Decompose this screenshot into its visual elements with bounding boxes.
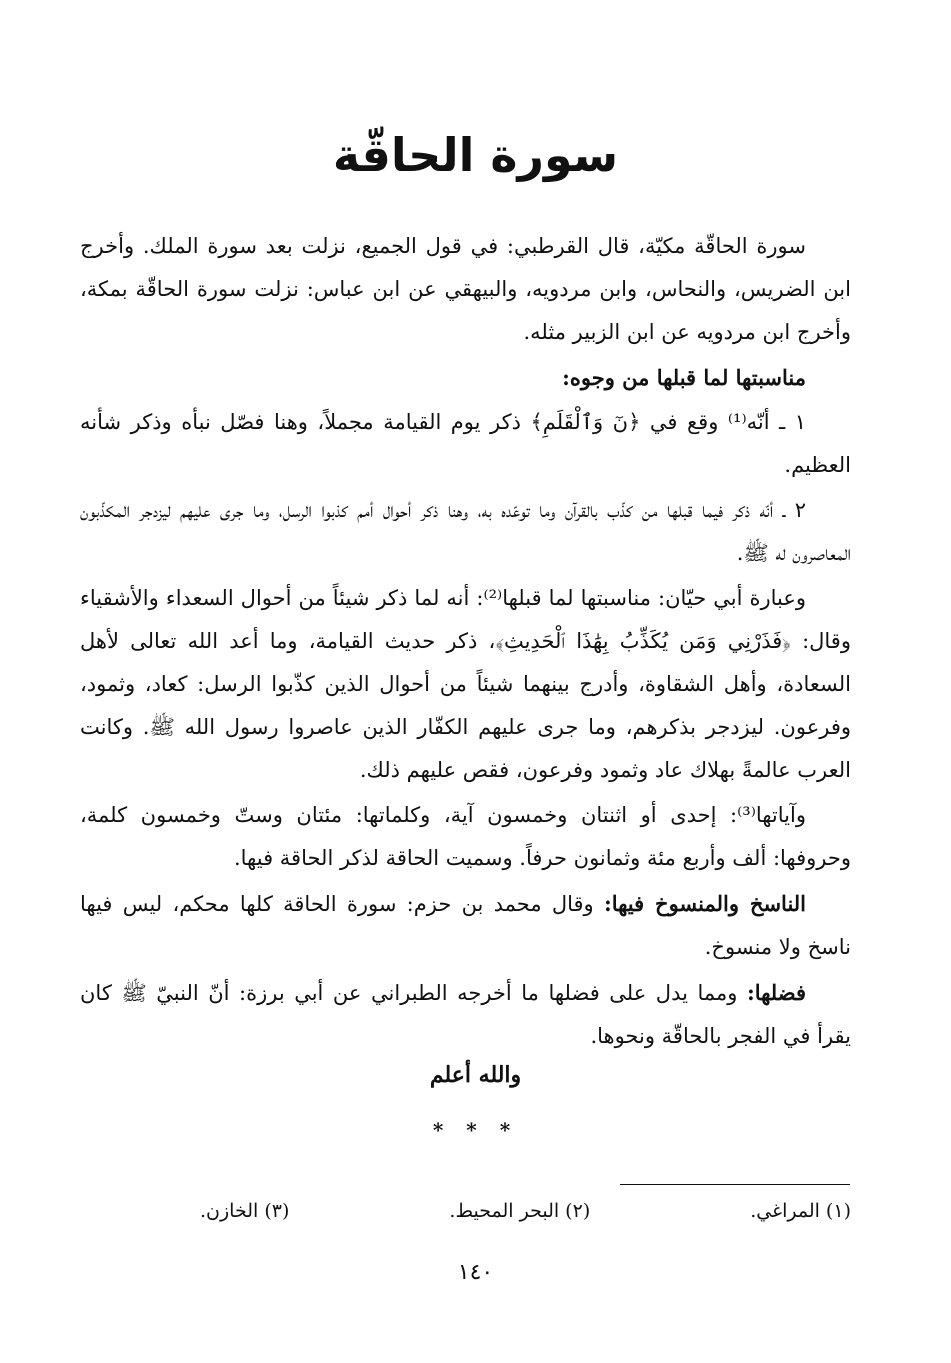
surah-title: سورة الحاقّة [332, 128, 619, 182]
footnote-1: (١) المراغي. [750, 1200, 851, 1222]
footnote-3: (٣) الخازن. [200, 1200, 290, 1222]
fadl-paragraph [80, 971, 851, 1058]
intro-paragraph: سورة الحاقّة مكيّة، قال القرطبي: في قول الجميع، نزلت بعد سورة الملك. وأخرج ابن الضريس، والنحاس، وابن مردويه، والبيهقي عن ابن عباس: نزلت سورة الحاقّة بمكة، وأخرج ابن مردويه عن ابن الزبير مثله. [80, 234, 851, 344]
nasikh-paragraph [80, 882, 851, 969]
munasaba-heading: مناسبتها لما قبلها من وجوه: [562, 365, 806, 390]
verses-count-paragraph: وآياتها⁽³⁾: إحدى أو اثنتان وخمسون آية، وكلماتها: مئتان وستّ وخمسون كلمة، وحروفها: ألف وأربع مئة وثمانون حرفاً. وسميت الحاقة لذكر الحاقة فيها. [80, 803, 851, 870]
page-number: ١٤٠ [457, 1260, 494, 1285]
fadl-text: ومما يدل على فضلها ما أخرجه الطبراني عن أبي برزة: أنّ النبيّ ﷺ كان يقرأ في الفجر بالحاقّة ونحوها. [80, 981, 851, 1048]
body-text [80, 225, 851, 1060]
closing-phrase: والله أعلم [429, 1062, 522, 1088]
nasikh-label: الناسخ والمنسوخ فيها: [603, 891, 807, 916]
footnote-divider [620, 1184, 850, 1185]
point-one-paragraph: ١ ـ أنّه⁽¹⁾ وقع في ﴿نٓ وَٱلْقَلَمِ﴾ ذكر يوم القيامة مجملاً، وهنا فصّل نبأه وذكر شأنه العظيم. [80, 410, 851, 477]
fadl-label: فضلها: [746, 980, 806, 1005]
footnote-2: (٢) البحر المحيط. [449, 1200, 591, 1222]
footnotes [200, 1200, 851, 1222]
point-two-paragraph: ٢ ـ أنّه ذكر فيما قبلها من كذّب بالقرآن وما توعّده به، وهنا ذكر أحوال أمم كذبوا الرسل، وما جرى عليهم ليزدجر المكذّبون المعاصرون له ﷺ. [80, 498, 851, 565]
section-stars: * * * [432, 1118, 519, 1142]
nasikh-text: وقال محمد بن حزم: سورة الحاقة كلها محكم، ليس فيها ناسخ ولا منسوخ. [80, 892, 851, 959]
abu-hayyan-paragraph: وعبارة أبي حيّان: مناسبتها لما قبلها⁽²⁾: أنه لما ذكر شيئاً من أحوال السعداء والأشقياء وقال: ﴿فَذَرْنِي وَمَن يُكَذِّبُ بِهَٰذَا ٱلْحَدِيثِ﴾، ذكر حديث القيامة، وما أعد الله تعالى لأهل السعادة، وأهل الشقاوة، وأدرج بينهما شيئاً من أحوال الذين كذّبوا الرسل: كعاد، وثمود، وفرعون. ليزدجر بذكرهم، وما جرى عليهم الكفّار الذين عاصروا رسول الله ﷺ. وكانت العرب عالمةً بهلاك عاد وثمود وفرعون، فقص عليهم ذلك. [80, 586, 851, 782]
